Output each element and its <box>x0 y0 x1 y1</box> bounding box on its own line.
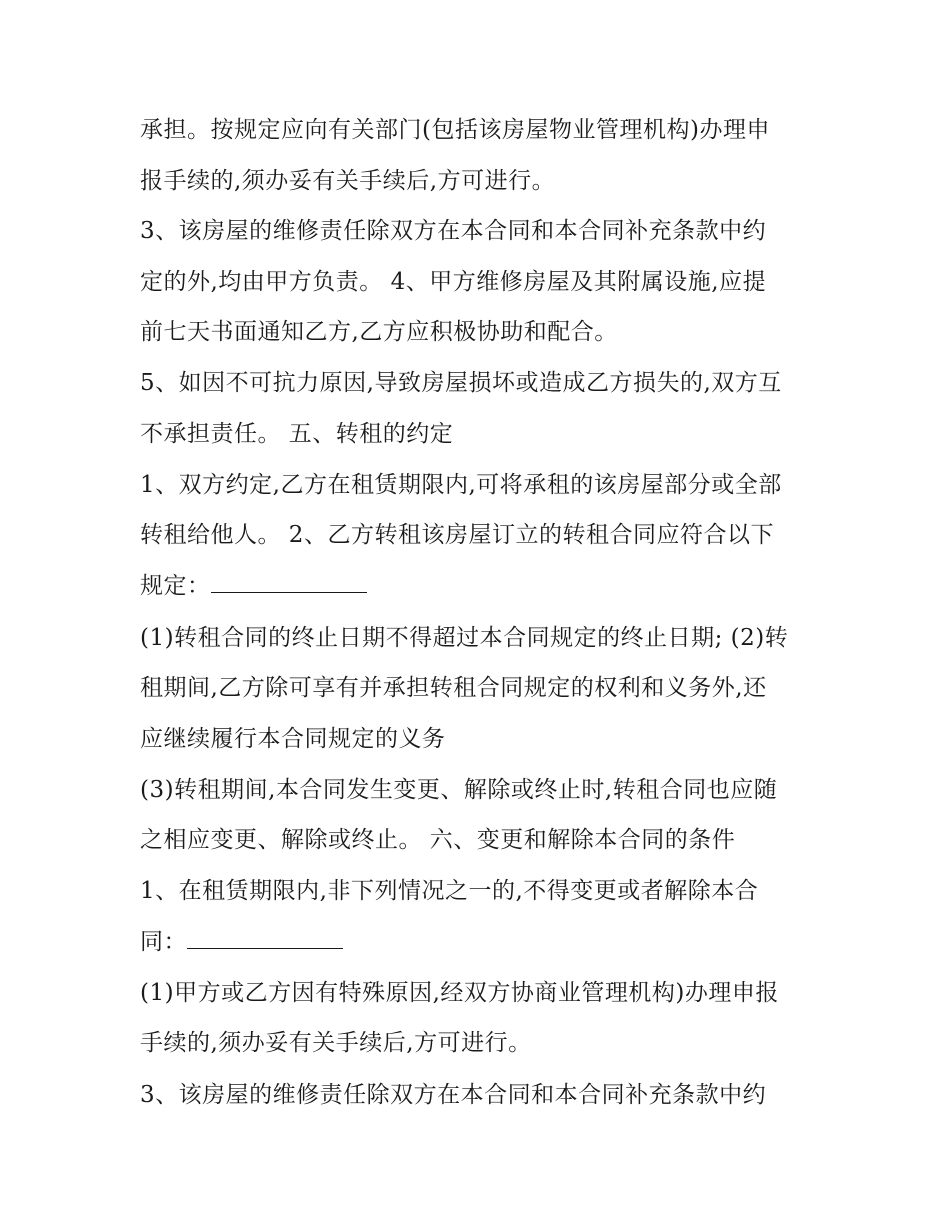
text-line: 转租给他人。 2、乙方转租该房屋订立的转租合同应符合以下 <box>140 522 774 548</box>
text-line: 1、在租赁期限内,非下列情况之一的,不得变更或者解除本合 <box>140 878 759 904</box>
text-line: (1)转租合同的终止日期不得超过本合同规定的终止日期; (2)转 <box>140 625 789 651</box>
text-line: 3、该房屋的维修责任除双方在本合同和本合同补充条款中约 <box>140 1082 767 1108</box>
text-line: 1、双方约定,乙方在租赁期限内,可将承租的该房屋部分或全部 <box>140 472 782 498</box>
text-line-with-blank <box>140 570 840 602</box>
text-line: 之相应变更、解除或终止。 六、变更和解除本合同的条件 <box>140 827 736 853</box>
text-line: 不承担责任。 五、转租的约定 <box>140 421 454 447</box>
text-line-with-blank <box>140 926 840 958</box>
text-line: 报手续的,须办妥有关手续后,方可进行。 <box>140 168 556 194</box>
fill-in-blank[interactable] <box>187 928 343 949</box>
text-line: 前七天书面通知乙方,乙方应积极协助和配合。 <box>140 319 618 345</box>
line-text: 同： <box>140 929 187 955</box>
text-line: (1)甲方或乙方因有特殊原因,经双方协商业管理机构)办理申报 <box>140 980 779 1006</box>
text-line: 租期间,乙方除可享有并承担转租合同规定的权利和义务外,还 <box>140 675 767 701</box>
text-line: 3、该房屋的维修责任除双方在本合同和本合同补充条款中约 <box>140 218 767 244</box>
text-line: 手续的,须办妥有关手续后,方可进行。 <box>140 1030 532 1056</box>
text-line: 5、如因不可抗力原因,导致房屋损坏或造成乙方损失的,双方互 <box>140 370 782 396</box>
text-line: 应继续履行本合同规定的义务 <box>140 726 446 752</box>
text-line: (3)转租期间,本合同发生变更、解除或终止时,转租合同也应随 <box>140 777 778 803</box>
text-line: 承担。按规定应向有关部门(包括该房屋物业管理机构)办理申 <box>140 117 770 143</box>
fill-in-blank[interactable] <box>211 572 367 593</box>
text-line: 定的外,均由甲方负责。 4、甲方维修房屋及其附属设施,应提 <box>140 269 767 295</box>
line-text: 规定： <box>140 573 211 599</box>
